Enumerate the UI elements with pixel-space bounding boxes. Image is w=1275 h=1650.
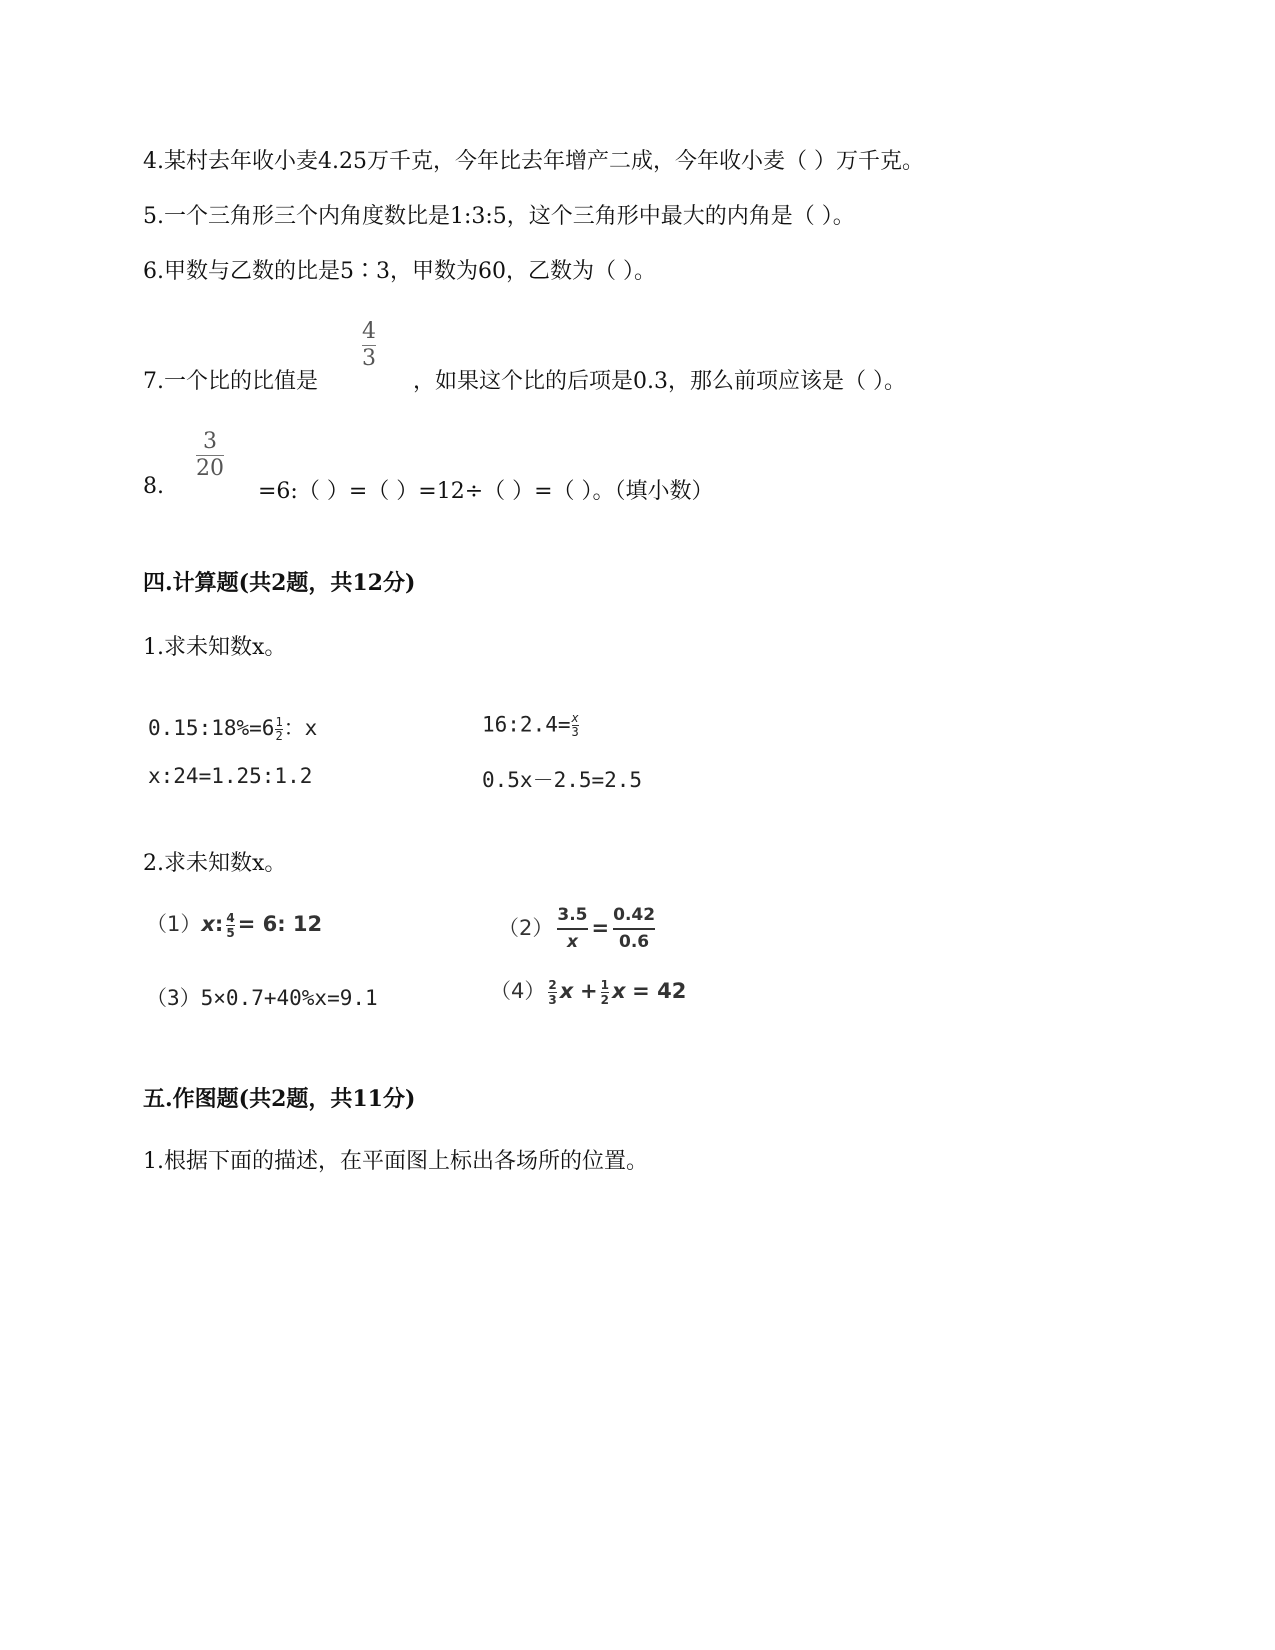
question-8-fraction (196, 430, 224, 481)
fraction-bar (613, 928, 655, 930)
question-7-prefix: 7.一个比的比值是 (143, 369, 318, 394)
mixed-fraction (275, 716, 282, 743)
section-4-problem-1-title: 1.求未知数x。 (143, 635, 287, 660)
fraction-numerator: x (571, 711, 579, 725)
fraction-denominator: 2 (600, 992, 609, 1007)
fraction-denominator: 3 (571, 725, 579, 739)
equals-sign: = (591, 916, 610, 940)
equation-right: = 6: 12 (237, 912, 323, 936)
fraction-bar (557, 928, 587, 930)
problem-2-equation-1 (146, 908, 322, 939)
fraction-denominator: 0.6 (619, 932, 650, 952)
fraction-numerator: 4 (226, 910, 235, 925)
question-8-suffix: =6:（ ）=（ ）=12÷（ ）=（ ）。（填小数） (258, 479, 714, 504)
variable-x: x (201, 912, 215, 936)
equation-3: x:24=1.25:1.2 (148, 764, 313, 788)
fraction-numerator: 1 (275, 714, 283, 729)
fraction-denominator: 5 (226, 925, 235, 940)
section-4-problem-2-title: 2.求未知数x。 (143, 851, 287, 876)
equation-1-right: ：x (283, 716, 318, 740)
question-8-prefix: 8. (143, 474, 164, 499)
plus-sign: + (579, 979, 598, 1003)
section-5-heading: 五.作图题(共2题，共11分) (143, 1086, 416, 1112)
question-4: 4.某村去年收小麦4.25万千克，今年比去年增产二成，今年收小麦（ ）万千克。 (143, 149, 924, 174)
problem-2-equation-2 (498, 905, 659, 953)
fraction-numerator: 1 (600, 977, 609, 992)
variable-x: x (559, 979, 574, 1003)
fraction (572, 712, 579, 739)
question-6: 6.甲数与乙数的比是5∶3，甲数为60，乙数为（ ）。 (143, 259, 656, 284)
question-5: 5.一个三角形三个内角度数比是1:3:5，这个三角形中最大的内角是（ ）。 (143, 204, 855, 229)
fraction-denominator: 2 (275, 728, 283, 743)
fraction-numerator: 3.5 (557, 905, 588, 925)
equation-1-left: 0.15:18%=6 (148, 716, 275, 740)
equation-1 (148, 712, 317, 743)
fraction (557, 905, 587, 953)
equation-4: 0.5x－2.5=2.5 (482, 768, 643, 792)
fraction-numerator: 0.42 (613, 905, 656, 925)
fraction-numerator: 2 (548, 977, 557, 992)
ratio-colon: : (214, 912, 224, 936)
equation-label: （1） (146, 912, 202, 936)
fraction-denominator: x (566, 932, 578, 952)
problem-2-equation-4 (490, 975, 686, 1006)
variable-x: x (611, 979, 626, 1003)
equation-label: （2） (498, 916, 554, 940)
fraction-denominator: 3 (548, 992, 557, 1007)
fraction-numerator: 3 (203, 429, 217, 454)
fraction (601, 979, 609, 1006)
section-4-heading: 四.计算题(共2题，共12分) (143, 570, 416, 596)
fraction-denominator: 3 (362, 346, 376, 371)
equation-2-left: 16:2.4= (482, 712, 571, 737)
fraction (226, 912, 234, 939)
question-7-fraction (362, 320, 376, 371)
fraction (548, 979, 556, 1006)
fraction (613, 905, 655, 953)
fraction-denominator: 20 (196, 456, 224, 481)
problem-2-equation-3: （3）5×0.7+40%x=9.1 (146, 986, 378, 1010)
equation-2 (482, 712, 580, 739)
fraction-numerator: 4 (362, 319, 376, 344)
equation-label: （4） (490, 979, 546, 1003)
equation-right: = 42 (632, 979, 687, 1003)
question-7-suffix: ，如果这个比的后项是0.3，那么前项应该是（ ）。 (413, 369, 906, 394)
section-5-problem-1: 1.根据下面的描述，在平面图上标出各场所的位置。 (143, 1149, 648, 1174)
